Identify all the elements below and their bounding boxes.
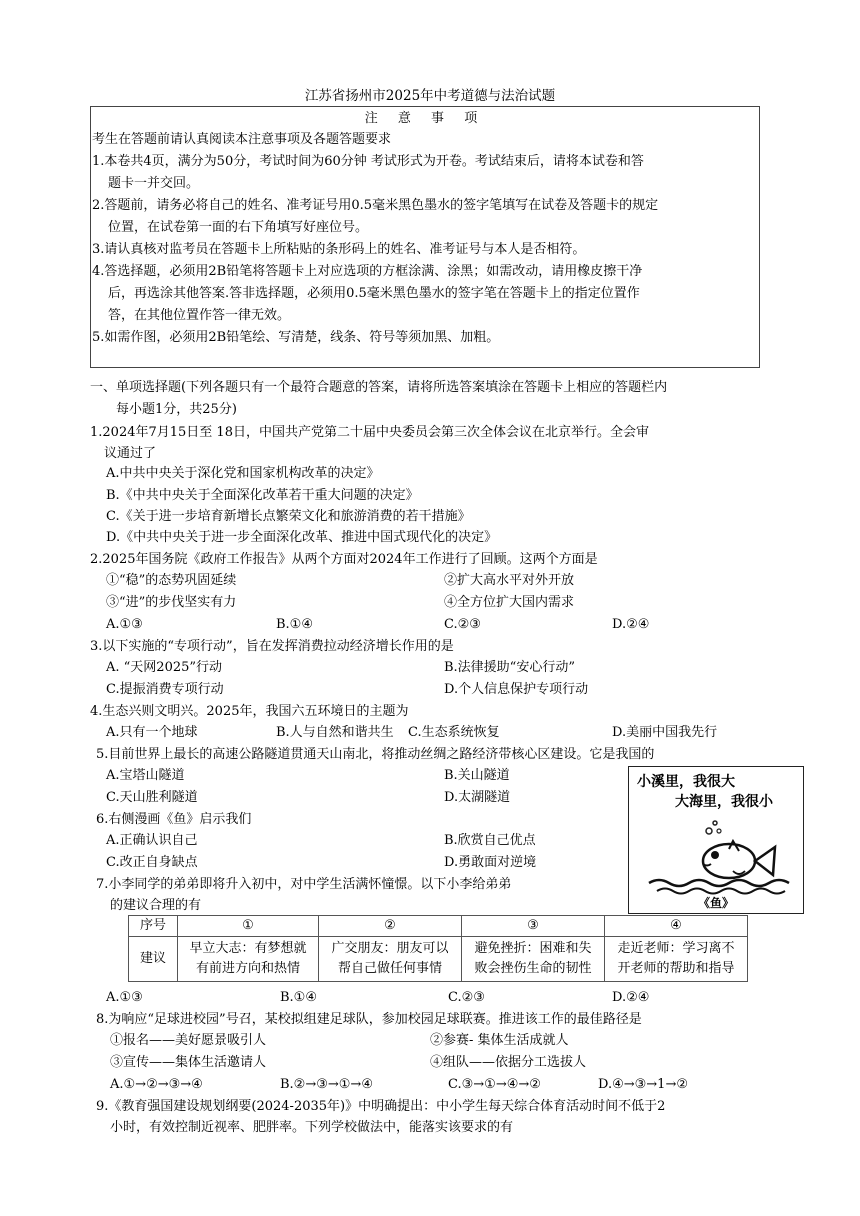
notice-line: 5.如需作图，必须用2B铅笔绘、写清楚，线条、符号等须加黑、加粗。 bbox=[92, 330, 500, 345]
table-cell bbox=[178, 937, 319, 982]
option-a: A.①→②→③→④ bbox=[110, 1077, 203, 1092]
option-c: C.③→①→④→② bbox=[448, 1077, 541, 1092]
statement-1: ①“稳”的态势巩固延续 bbox=[106, 573, 237, 588]
cartoon-title: 《鱼》 bbox=[697, 896, 734, 910]
option-d: D.④→③→1→② bbox=[598, 1077, 689, 1092]
option-a: A.宝塔山隧道 bbox=[106, 768, 185, 783]
option-b: B.关山隧道 bbox=[444, 768, 510, 783]
option-d: D.勇敢面对逆境 bbox=[444, 855, 537, 870]
statement-1: ①报名——美好愿景吸引人 bbox=[110, 1033, 267, 1048]
option-d: D.太湖隧道 bbox=[444, 790, 511, 805]
option-b: B.①④ bbox=[280, 990, 317, 1005]
cell-line: 早立大志：有梦想就 bbox=[189, 941, 307, 956]
notice-line: 4.答选择题，必须用2B铅笔将答题卡上对应选项的方框涂满、涂黑；如需改动，请用橡皮擦干净 bbox=[92, 264, 643, 279]
cartoon-caption-line1: 小溪里，我很大 bbox=[637, 774, 735, 790]
table-header-cell: ④ bbox=[605, 916, 748, 937]
question-stem: 5.目前世界上最长的高速公路隧道贯通天山南北，将推动丝绸之路经济带核心区建设。它是我国的 bbox=[96, 747, 655, 762]
option-c: C.②③ bbox=[444, 617, 481, 632]
table-row bbox=[129, 916, 748, 937]
question-stem: 的建议合理的有 bbox=[110, 898, 202, 913]
option-a: A.①③ bbox=[106, 990, 143, 1005]
table-header-cell: ③ bbox=[462, 916, 605, 937]
cell-line: 避免挫折：困难和失 bbox=[474, 941, 592, 956]
section-heading-cont: 每小题1分，共25分) bbox=[116, 402, 237, 417]
option-c: C.生态系统恢复 bbox=[408, 725, 500, 740]
option-b: B.法律援助“安心行动” bbox=[444, 660, 575, 675]
question-stem: 3.以下实施的“专项行动”，旨在发挥消费拉动经济增长作用的是 bbox=[90, 639, 454, 654]
statement-3: ③宣传——集体生活邀请人 bbox=[110, 1055, 267, 1070]
question-stem: 议通过了 bbox=[104, 446, 157, 461]
question-stem: 6.右侧漫画《鱼》启示我们 bbox=[96, 812, 252, 827]
option-a: A.正确认识自己 bbox=[106, 833, 198, 848]
option-d: D.②④ bbox=[612, 617, 650, 632]
option-b: B.人与自然和谐共生 bbox=[276, 725, 394, 740]
statement-3: ③“进”的步伐坚实有力 bbox=[106, 595, 237, 610]
question-stem: 2.2025年国务院《政府工作报告》从两个方面对2024年工作进行了回顾。这两个方面是 bbox=[90, 552, 598, 567]
statement-2: ②扩大高水平对外开放 bbox=[444, 573, 575, 588]
option-c: C.提振消费专项行动 bbox=[106, 682, 224, 697]
option-d: D.《中共中央关于进一步全面深化改革、推进中国式现代化的决定》 bbox=[106, 530, 498, 545]
cell-line: 走近老师：学习离不 bbox=[617, 941, 735, 956]
table-cell bbox=[605, 937, 748, 982]
cell-line: 广交朋友：朋友可以 bbox=[331, 941, 449, 956]
option-b: B.《中共中央关于全面深化改革若干重大问题的决定》 bbox=[106, 488, 419, 503]
question-stem: 7.小李同学的弟弟即将升入初中，对中学生活满怀憧憬。以下小李给弟弟 bbox=[96, 877, 512, 892]
notice-line: 答，在其他位置作答一律无效。 bbox=[108, 308, 291, 323]
question-stem: 8.为响应“足球进校园”号召，某校拟组建足球队，参加校园足球联赛。推进该工作的最佳路径是 bbox=[96, 1012, 642, 1027]
option-b: B.欣赏自己优点 bbox=[444, 833, 536, 848]
question-stem: 1.2024年7月15日至 18日，中国共产党第二十届中央委员会第三次全体会议在北京举行。全会审 bbox=[90, 425, 649, 440]
advice-table bbox=[128, 915, 748, 982]
statement-4: ④全方位扩大国内需求 bbox=[444, 595, 575, 610]
cartoon-caption-line2: 大海里，我很小 bbox=[675, 794, 773, 810]
question-stem: 4.生态兴则文明兴。2025年，我国六五环境日的主题为 bbox=[90, 704, 409, 719]
cell-line: 败会挫伤生命的韧性 bbox=[474, 961, 592, 976]
notice-line: 3.请认真核对监考员在答题卡上所粘贴的条形码上的姓名、准考证号与本人是否相符。 bbox=[92, 242, 586, 257]
section-heading: 一、单项选择题(下列各题只有一个最符合题意的答案，请将所选答案填涂在答题卡上相应的答题栏内 bbox=[90, 380, 668, 395]
question-stem: 9.《教育强国建设规划纲要(2024-2035年)》中明确提出：中小学生每天综合体育活动时间不低于2 bbox=[96, 1099, 666, 1114]
option-c: C.《关于进一步培育新增长点繁荣文化和旅游消费的若干措施》 bbox=[106, 509, 471, 524]
option-b: B.①④ bbox=[276, 617, 313, 632]
notice-line: 位置，在试卷第一面的右下角填写好座位号。 bbox=[108, 220, 369, 235]
notice-line: 1.本卷共4页，满分为50分，考试时间为60分钟 考试形式为开卷。考试结束后，请将本试卷和答 bbox=[92, 154, 644, 169]
statement-4: ④组队——依据分工选拔人 bbox=[430, 1055, 587, 1070]
table-header-cell: ② bbox=[319, 916, 462, 937]
option-a: A.中共中央关于深化党和国家机构改革的决定》 bbox=[106, 466, 380, 481]
page-title: 江苏省扬州市2025年中考道德与法治试题 bbox=[304, 88, 556, 104]
option-d: D.个人信息保护专项行动 bbox=[444, 682, 589, 697]
option-d: D.美丽中国我先行 bbox=[612, 725, 718, 740]
notice-line: 2.答题前，请务必将自己的姓名、准考证号用0.5毫米黑色墨水的签字笔填写在试卷及答题卡的规定 bbox=[92, 198, 659, 213]
fish-cartoon bbox=[628, 766, 804, 914]
question-stem: 小时，有效控制近视率、肥胖率。下列学校做法中，能落实该要求的有 bbox=[110, 1120, 514, 1135]
table-cell bbox=[462, 937, 605, 982]
table-header-cell: 序号 bbox=[129, 916, 178, 937]
option-a: A. “天网2025”行动 bbox=[106, 660, 223, 675]
table-cell bbox=[319, 937, 462, 982]
notice-heading: 注 意 事 项 bbox=[364, 111, 486, 126]
cell-line: 开老师的帮助和指导 bbox=[617, 961, 735, 976]
cell-line: 帮自己做任何事情 bbox=[337, 961, 442, 976]
cell-line: 有前进方向和热情 bbox=[195, 961, 300, 976]
option-a: A.①③ bbox=[106, 617, 143, 632]
option-b: B.②→③→①→④ bbox=[280, 1077, 373, 1092]
table-row-label: 建议 bbox=[129, 937, 178, 982]
notice-line: 后，再选涂其他答案.答非选择题，必须用0.5毫米黑色墨水的签字笔在答题卡上的指定位置作 bbox=[108, 286, 640, 301]
option-a: A.只有一个地球 bbox=[106, 725, 198, 740]
option-c: C.天山胜利隧道 bbox=[106, 790, 198, 805]
option-c: C.②③ bbox=[448, 990, 485, 1005]
statement-2: ②参赛- 集体生活成就人 bbox=[430, 1033, 569, 1048]
table-header-cell: ① bbox=[178, 916, 319, 937]
option-c: C.改正自身缺点 bbox=[106, 855, 198, 870]
notice-line: 题卡一并交回。 bbox=[108, 176, 200, 191]
table-row bbox=[129, 937, 748, 982]
notice-line: 考生在答题前请认真阅读本注意事项及各题答题要求 bbox=[92, 132, 392, 147]
option-d: D.②④ bbox=[612, 990, 650, 1005]
